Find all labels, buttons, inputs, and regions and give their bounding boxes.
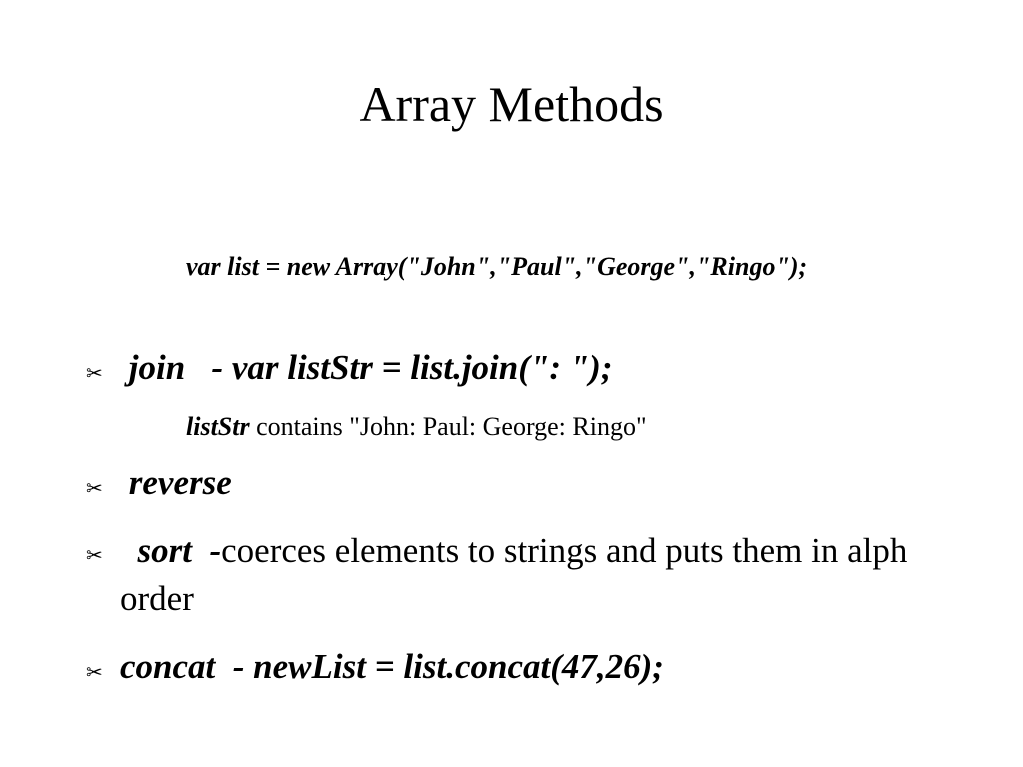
scissors-icon: ✂ (86, 545, 103, 567)
concat-code: - newList = list.concat(47,26); (215, 647, 664, 686)
join-result-variable: listStr (186, 412, 250, 441)
list-item-sort (120, 527, 940, 623)
join-keyword: join (128, 348, 186, 387)
join-code: - var listStr = list.join(": "); (185, 348, 613, 387)
code-line-array-declaration: var list = new Array("John","Paul","George","Ringo"); (186, 252, 808, 281)
scissors-icon: ✂ (86, 478, 103, 500)
sort-keyword: sort (137, 531, 192, 570)
slide-title: Array Methods (359, 76, 664, 132)
join-result-text: contains "John: Paul: George: Ringo" (249, 412, 647, 441)
list-item-join (120, 344, 612, 392)
scissors-icon: ✂ (86, 363, 103, 385)
join-result-line (186, 410, 647, 444)
list-item-concat (120, 643, 664, 691)
sort-dash: - (191, 531, 222, 570)
sort-description: coerces elements to strings and puts them in alph order (120, 531, 908, 618)
concat-keyword: concat (120, 647, 216, 686)
scissors-icon: ✂ (86, 662, 103, 684)
reverse-keyword: reverse (128, 463, 232, 502)
list-item-reverse (120, 459, 232, 507)
